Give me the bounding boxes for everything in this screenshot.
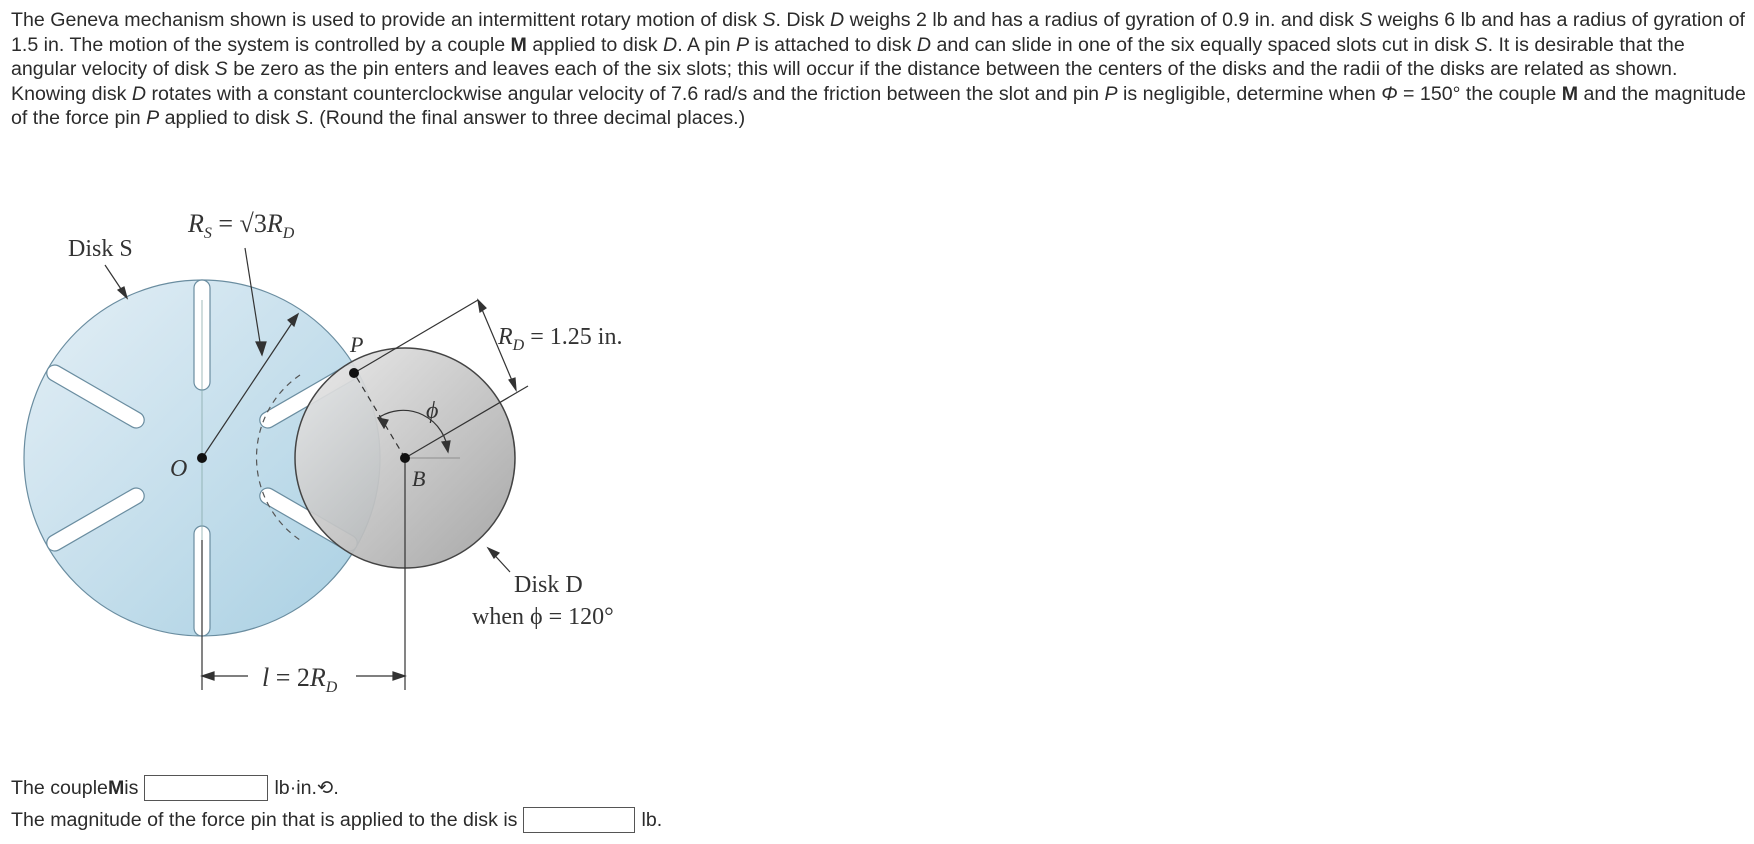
point-p (349, 368, 359, 378)
force-unit: lb. (641, 809, 663, 831)
b-label: B (412, 466, 426, 491)
couple-answer-row (11, 772, 662, 804)
phi-label: ϕ (426, 398, 439, 424)
couple-unit: lb·in.⟲. (274, 777, 339, 799)
problem-statement: The Geneva mechanism shown is used to provide an intermittent rotary motion of disk S. Disk D weighs 2 lb and has a radius of gyration of 0.9 in. and disk S weighs 6 lb and has a radius of gyration of 1.5 in. The motion of the system is controlled by a couple M applied to disk D. A pin P is attached to disk D and can slide in one of the six equally spaced slots cut in disk S. It is desirable that the angular velocity of disk S be zero as the pin enters and leaves each of the six slots; this will occur if the distance between the centers of the disks and the radii of the disks are related as shown. Knowing disk D rotates with a constant counterclockwise angular velocity of 7.6 rad/s and the friction between the slot and pin P is negligible, determine when Φ = 150° the couple M and the magnitude of the force pin P applied to disk S. (Round the final answer to three decimal places.) (11, 9, 1746, 129)
when-phi-label: when ϕ = 120° (472, 604, 614, 630)
geneva-mechanism-figure (0, 150, 700, 710)
rd-label: $R_D = 1.25$ in. (498, 324, 623, 354)
disk-d-label: Disk D (514, 572, 583, 598)
l-label: $l = 2R_D$ (262, 663, 338, 696)
point-o (197, 453, 207, 463)
point-b (400, 453, 410, 463)
couple-prefix: The couple (11, 777, 108, 799)
couple-is: is (124, 777, 139, 799)
answer-section (11, 772, 662, 836)
o-label: O (170, 456, 188, 482)
force-input[interactable] (523, 807, 635, 833)
p-label: P (350, 332, 364, 357)
couple-input[interactable] (144, 775, 268, 801)
couple-symbol: M (107, 777, 125, 799)
rs-label: $R_S = √3R_D$ (188, 209, 295, 242)
disk-s-label: Disk S (68, 236, 133, 262)
force-prefix: The magnitude of the force pin that is applied to the disk is (11, 809, 518, 831)
force-answer-row (11, 804, 662, 836)
